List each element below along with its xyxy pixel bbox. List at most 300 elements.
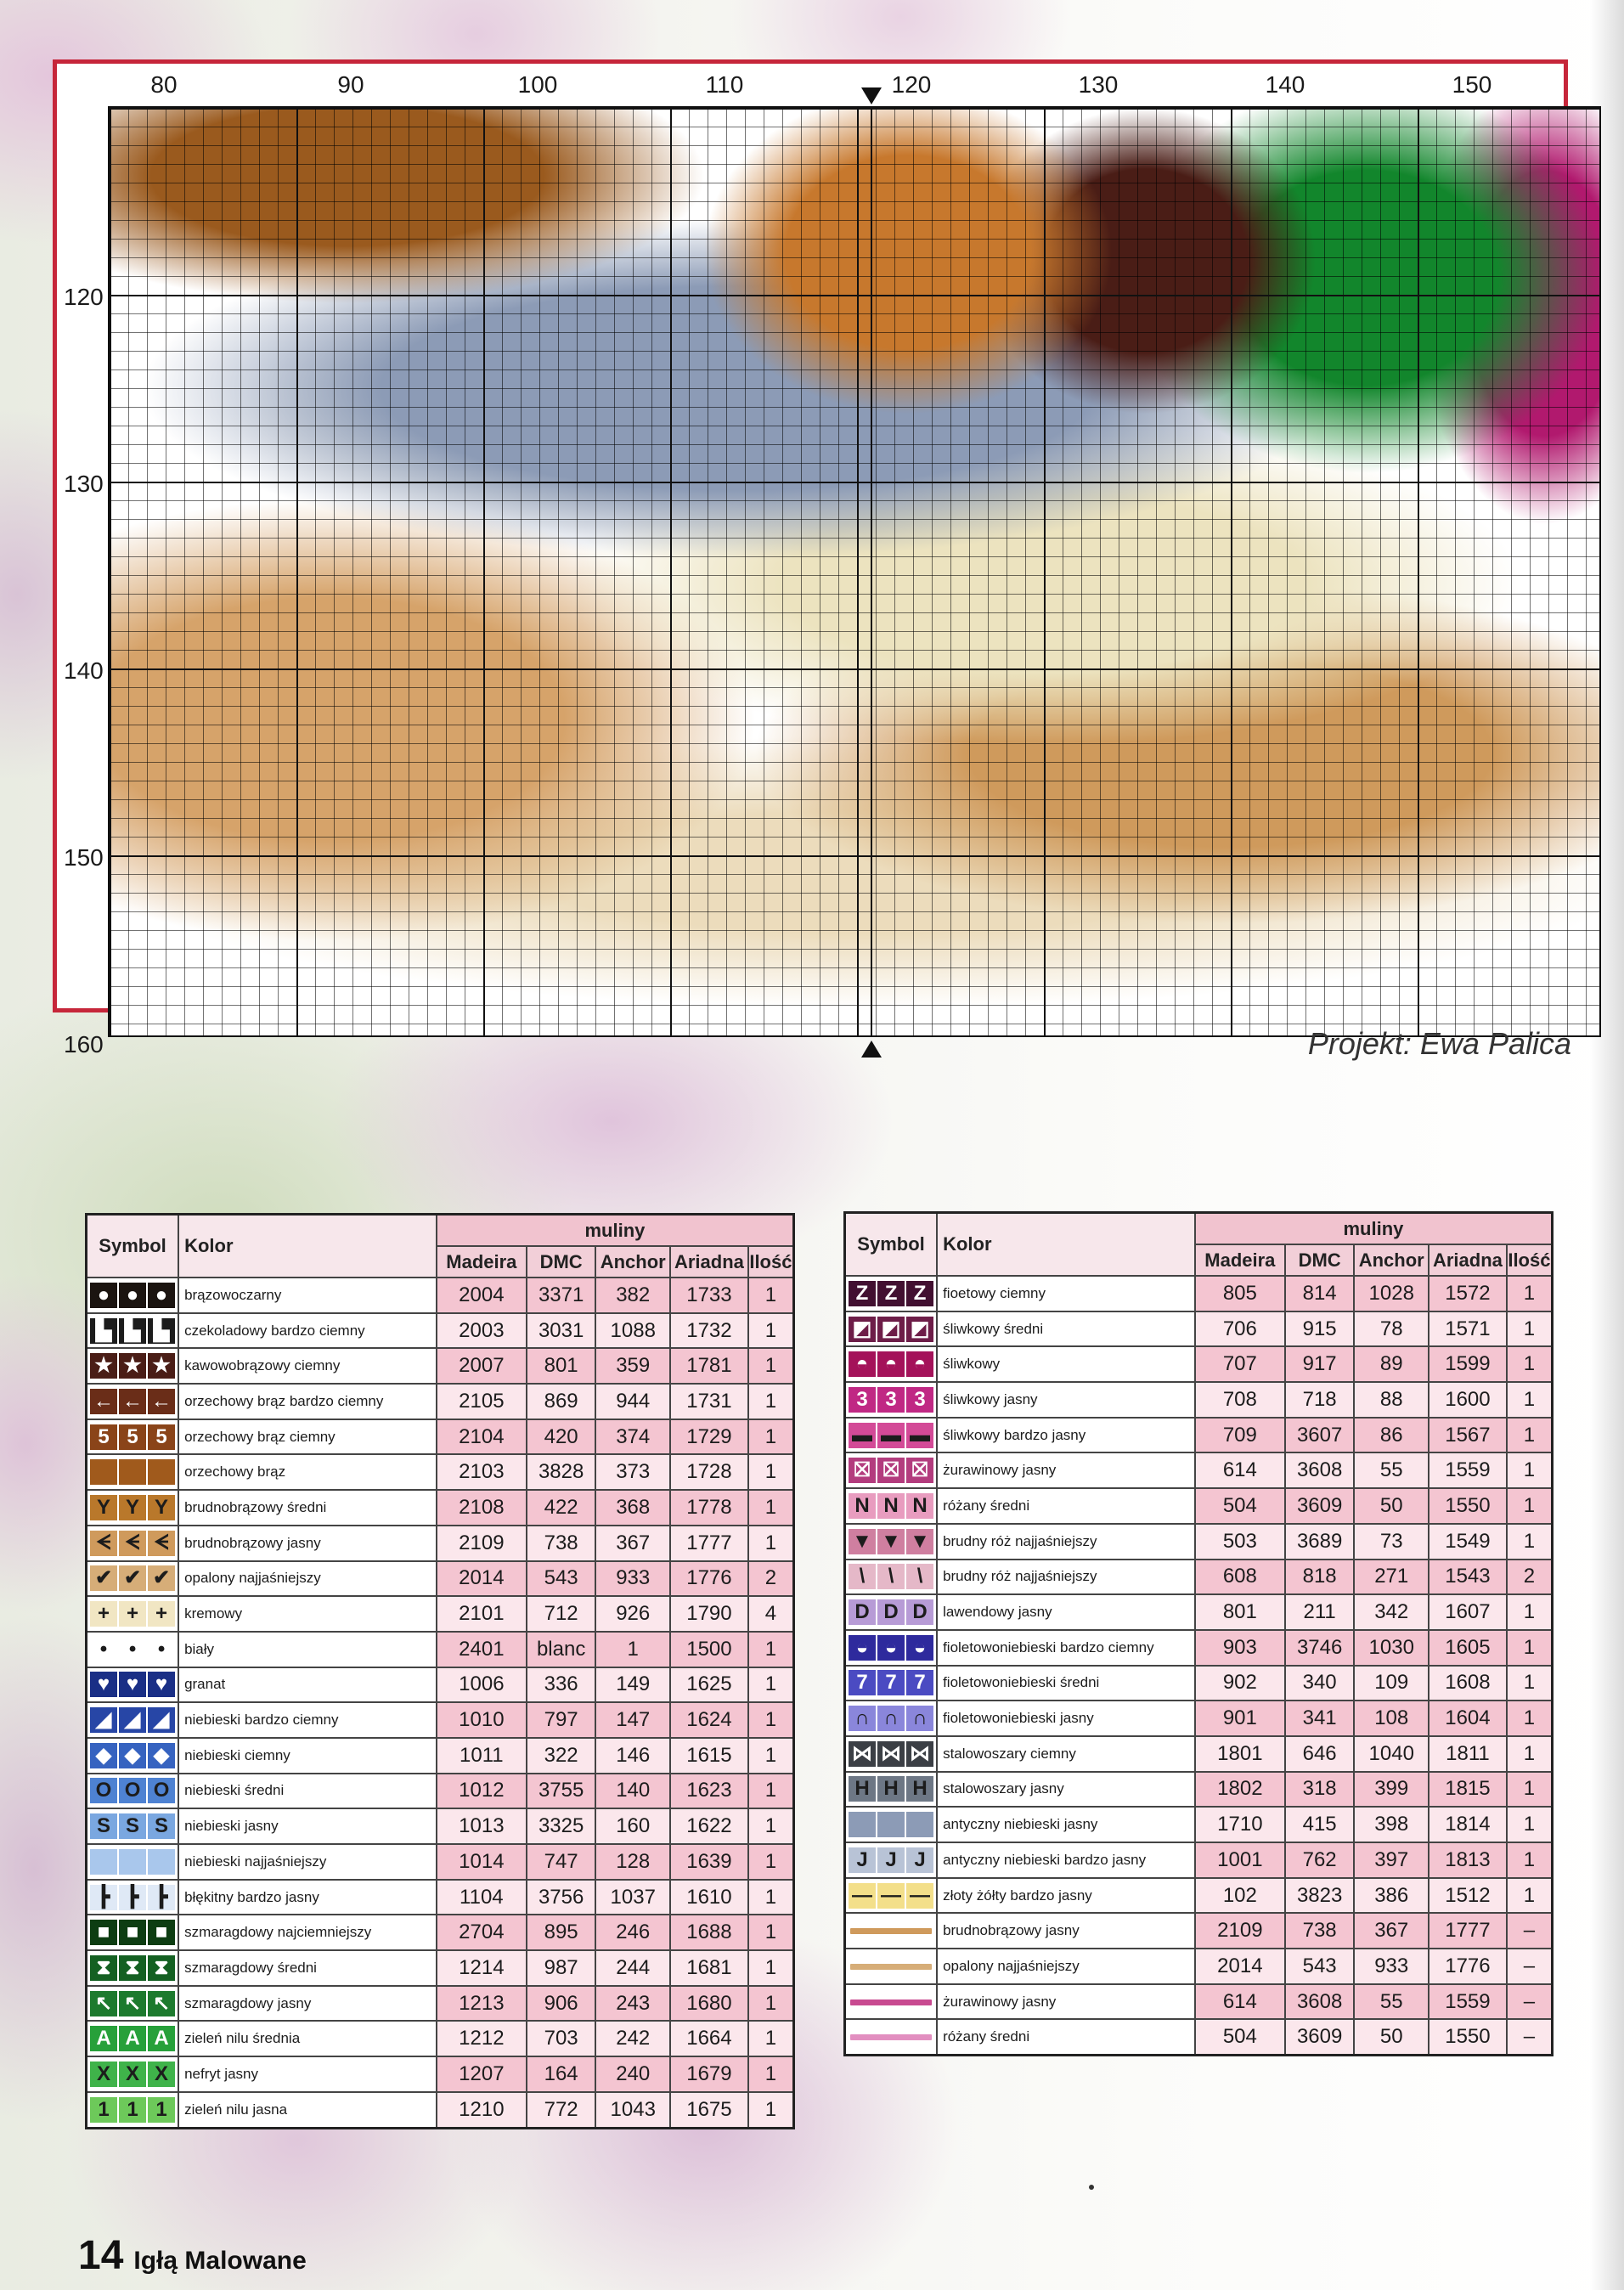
dmc-code: 915	[1285, 1311, 1355, 1347]
key-row	[87, 1915, 794, 1950]
dmc-code: 3608	[1285, 1984, 1355, 2020]
key-rows-left	[87, 1278, 794, 2128]
dmc-code: 211	[1285, 1594, 1355, 1630]
key-row	[87, 2056, 794, 2092]
symbol-cell	[87, 1738, 179, 1774]
symbol-glyph: Z	[849, 1281, 876, 1306]
heart-icon	[90, 1672, 175, 1697]
color-name: opalony najjaśniejszy	[178, 1561, 437, 1597]
letter-o-icon	[90, 1778, 175, 1803]
symbol-glyph: ▼	[906, 1529, 933, 1554]
anchor-code: 926	[595, 1596, 670, 1632]
column-label: 110	[705, 71, 744, 98]
anchor-code: 50	[1354, 2019, 1429, 2055]
symbol-glyph: Z	[877, 1281, 905, 1306]
color-name: brudny róż najjaśniejszy	[937, 1560, 1195, 1595]
madeira-code: 1006	[437, 1667, 527, 1703]
anchor-code: 146	[595, 1738, 670, 1774]
header-symbol: Symbol	[845, 1213, 938, 1277]
symbol-glyph: \	[906, 1564, 933, 1589]
anchor-code: 73	[1354, 1524, 1429, 1560]
line-stitch-icon	[849, 1989, 933, 2015]
skein-count: 1	[1507, 1311, 1553, 1347]
letter-n-icon	[849, 1493, 933, 1519]
symbol-glyph: Y	[119, 1495, 146, 1520]
anchor-code: 398	[1354, 1807, 1429, 1842]
column-label: 130	[1078, 71, 1119, 98]
dmc-code: 3609	[1285, 1488, 1355, 1524]
dmc-code: 543	[527, 1561, 596, 1597]
symbol-cell	[845, 1984, 938, 2020]
color-name: antyczny niebieski jasny	[937, 1807, 1195, 1842]
symbol-glyph	[148, 1849, 175, 1875]
letter-d-icon	[849, 1599, 933, 1625]
symbol-glyph: N	[906, 1493, 933, 1519]
symbol-glyph: ♥	[119, 1672, 146, 1697]
anchor-code: 342	[1354, 1594, 1429, 1630]
color-name: antyczny niebieski bardzo jasny	[937, 1842, 1195, 1878]
symbol-glyph: A	[148, 2026, 175, 2051]
symbol-cell	[845, 1701, 938, 1736]
symbol-glyph: \	[849, 1564, 876, 1589]
skein-count: 1	[1507, 1452, 1553, 1488]
solid-fill-icon	[90, 1459, 175, 1485]
symbol-cell	[87, 1808, 179, 1844]
symbol-glyph: D	[849, 1599, 876, 1625]
symbol-cell	[845, 1878, 938, 1914]
symbol-cell	[845, 1452, 938, 1488]
symbol-cell	[845, 1488, 938, 1524]
hourglass-icon	[90, 1955, 175, 1981]
symbol-glyph: 5	[119, 1424, 146, 1450]
key-row	[845, 1594, 1553, 1630]
dmc-code: 3755	[527, 1774, 596, 1809]
letter-x-icon	[90, 2062, 175, 2087]
dmc-code: 987	[527, 1950, 596, 1986]
arrow-left-icon	[90, 1389, 175, 1414]
color-name: zieleń nilu średnia	[178, 2021, 437, 2056]
dmc-code: 869	[527, 1384, 596, 1419]
symbol-cell	[845, 2019, 938, 2055]
row-label: 160	[64, 1031, 104, 1058]
page-number: 14	[78, 2233, 124, 2278]
symbol-glyph	[119, 1849, 146, 1875]
symbol-cell	[845, 1772, 938, 1808]
symbol-glyph: J	[877, 1847, 905, 1873]
ariadna-code: 1790	[670, 1596, 748, 1632]
skein-count: 1	[1507, 1382, 1553, 1418]
skein-count: 1	[1507, 1878, 1553, 1914]
symbol-glyph: Y	[148, 1495, 175, 1520]
color-name: kremowy	[178, 1596, 437, 1632]
symbol-glyph: ◒	[906, 1635, 933, 1661]
symbol-cell	[87, 1490, 179, 1526]
ariadna-code: 1608	[1429, 1666, 1507, 1701]
symbol-glyph: ⛝	[877, 1458, 905, 1483]
symbol-glyph	[90, 1459, 117, 1485]
symbol-glyph: S	[148, 1813, 175, 1839]
triangle-down-icon	[849, 1529, 933, 1554]
symbol-cell	[87, 1384, 179, 1419]
key-row	[87, 1454, 794, 1490]
symbol-glyph: ←	[90, 1389, 117, 1414]
symbol-glyph: H	[906, 1776, 933, 1802]
hook-icon	[90, 1531, 175, 1556]
anchor-code: 78	[1354, 1311, 1429, 1347]
symbol-glyph: +	[90, 1601, 117, 1627]
color-name: brudny róż najjaśniejszy	[937, 1524, 1195, 1560]
color-name: śliwkowy średni	[937, 1311, 1195, 1347]
l-corner-icon	[90, 1318, 175, 1344]
skein-count: 1	[748, 1774, 794, 1809]
madeira-code: 1001	[1195, 1842, 1285, 1878]
ariadna-code: 1567	[1429, 1418, 1507, 1453]
ariadna-code: 1622	[670, 1808, 748, 1844]
key-row	[845, 1418, 1553, 1453]
dmc-code: 747	[527, 1844, 596, 1880]
dmc-code: 3609	[1285, 2019, 1355, 2055]
skein-count: 1	[748, 2021, 794, 2056]
skein-count: 1	[748, 1454, 794, 1490]
symbol-cell	[87, 2092, 179, 2128]
madeira-code: 805	[1195, 1276, 1285, 1311]
skein-count: –	[1507, 1913, 1553, 1949]
symbol-cell	[845, 1594, 938, 1630]
key-row	[845, 1842, 1553, 1878]
color-name: niebieski bardzo ciemny	[178, 1702, 437, 1738]
madeira-code: 1014	[437, 1844, 527, 1880]
half-circle-icon	[849, 1351, 933, 1377]
key-row	[845, 1913, 1553, 1949]
color-name: orzechowy brąz ciemny	[178, 1419, 437, 1455]
stitch-grid	[108, 106, 1601, 1037]
header-ilosc: Ilość	[1507, 1244, 1553, 1276]
star-icon	[90, 1353, 175, 1379]
key-rows-right	[845, 1276, 1553, 2056]
symbol-glyph: 3	[849, 1387, 876, 1413]
skein-count: 1	[748, 1950, 794, 1986]
color-name: błękitny bardzo jasny	[178, 1880, 437, 1915]
dmc-code: 772	[527, 2092, 596, 2128]
dmc-code: 762	[1285, 1842, 1355, 1878]
dmc-code: 543	[1285, 1949, 1355, 1984]
madeira-code: 2109	[437, 1526, 527, 1561]
dmc-code: 646	[1285, 1736, 1355, 1772]
dmc-code: 718	[1285, 1382, 1355, 1418]
madeira-code: 2003	[437, 1313, 527, 1349]
symbol-glyph: ◢	[148, 1707, 175, 1733]
symbol-glyph: ◢	[90, 1707, 117, 1733]
color-name: brudnobrązowy średni	[178, 1490, 437, 1526]
ariadna-code: 1604	[1429, 1701, 1507, 1736]
symbol-glyph: —	[849, 1883, 876, 1909]
color-key-table-left	[85, 1213, 795, 2129]
key-row	[845, 1701, 1553, 1736]
madeira-code: 1710	[1195, 1807, 1285, 1842]
dmc-code: 3607	[1285, 1418, 1355, 1453]
color-name: orzechowy brąz bardzo ciemny	[178, 1384, 437, 1419]
symbol-cell	[87, 1561, 179, 1597]
ariadna-code: 1572	[1429, 1276, 1507, 1311]
symbol-glyph: ▬	[877, 1423, 905, 1448]
skein-count: 1	[748, 1915, 794, 1950]
stitch-line	[850, 2000, 932, 2005]
header-dmc: DMC	[1285, 1244, 1355, 1276]
madeira-code: 504	[1195, 2019, 1285, 2055]
skein-count: 1	[1507, 1666, 1553, 1701]
ariadna-code: 1732	[670, 1313, 748, 1349]
symbol-glyph: ◓	[906, 1351, 933, 1377]
header-anchor: Anchor	[595, 1246, 670, 1278]
half-circle-down-icon	[849, 1635, 933, 1661]
skein-count: 1	[748, 1313, 794, 1349]
dmc-code: 801	[527, 1348, 596, 1384]
anchor-code: 1088	[595, 1313, 670, 1349]
check-mark-icon	[90, 1565, 175, 1591]
symbol-glyph: ∩	[906, 1706, 933, 1731]
skein-count: 1	[1507, 1418, 1553, 1453]
dmc-code: 738	[1285, 1913, 1355, 1949]
anchor-code: 359	[595, 1348, 670, 1384]
color-name: brązowoczarny	[178, 1278, 437, 1313]
ariadna-code: 1623	[670, 1774, 748, 1809]
stitch-line	[850, 1964, 932, 1970]
symbol-glyph	[877, 1812, 905, 1837]
symbol-glyph: ⧗	[90, 1955, 117, 1981]
symbol-glyph: 1	[148, 2097, 175, 2123]
color-name: fioletowoniebieski jasny	[937, 1701, 1195, 1736]
key-row	[845, 1382, 1553, 1418]
key-row	[87, 1313, 794, 1349]
dmc-code: 341	[1285, 1701, 1355, 1736]
symbol-glyph: ◩	[877, 1317, 905, 1342]
row-label: 140	[64, 657, 104, 684]
anchor-code: 109	[1354, 1666, 1429, 1701]
header-madeira: Madeira	[437, 1246, 527, 1278]
symbol-cell	[87, 1278, 179, 1313]
skein-count: 1	[748, 2056, 794, 2092]
madeira-code: 1011	[437, 1738, 527, 1774]
symbol-glyph: 3	[906, 1387, 933, 1413]
key-row	[845, 2019, 1553, 2055]
skein-count: 1	[748, 1702, 794, 1738]
anchor-code: 1043	[595, 2092, 670, 2128]
symbol-glyph: Y	[90, 1495, 117, 1520]
ariadna-code: 1559	[1429, 1452, 1507, 1488]
ariadna-code: 1559	[1429, 1984, 1507, 2020]
key-row	[87, 1986, 794, 2022]
symbol-glyph: ◆	[148, 1743, 175, 1768]
symbol-glyph: ◩	[906, 1317, 933, 1342]
color-name: śliwkowy jasny	[937, 1382, 1195, 1418]
madeira-code: 901	[1195, 1701, 1285, 1736]
skein-count: 1	[748, 1278, 794, 1313]
color-name: czekoladowy bardzo ciemny	[178, 1313, 437, 1349]
symbol-glyph	[906, 1812, 933, 1837]
symbol-glyph: ◒	[877, 1635, 905, 1661]
plus-icon	[90, 1601, 175, 1627]
ariadna-code: 1550	[1429, 1488, 1507, 1524]
symbol-cell	[845, 1630, 938, 1666]
madeira-code: 902	[1195, 1666, 1285, 1701]
anchor-code: 246	[595, 1915, 670, 1950]
anchor-code: 933	[1354, 1949, 1429, 1984]
symbol-glyph: ↖	[148, 1991, 175, 2016]
symbol-cell	[845, 1949, 938, 1984]
color-name: fioletowoniebieski średni	[937, 1666, 1195, 1701]
symbol-glyph: O	[90, 1778, 117, 1803]
dmc-code: 797	[527, 1702, 596, 1738]
symbol-glyph: ◓	[849, 1351, 876, 1377]
anchor-code: 160	[595, 1808, 670, 1844]
anchor-code: 1030	[1354, 1630, 1429, 1666]
key-row	[87, 1844, 794, 1880]
anchor-code: 933	[595, 1561, 670, 1597]
print-speck	[1089, 2185, 1094, 2190]
color-name: nefryt jasny	[178, 2056, 437, 2092]
color-name: brudnobrązowy jasny	[178, 1526, 437, 1561]
symbol-glyph: ◩	[849, 1317, 876, 1342]
color-name: śliwkowy	[937, 1346, 1195, 1382]
dmc-code: 3371	[527, 1278, 596, 1313]
skein-count: 1	[1507, 1346, 1553, 1382]
key-row	[87, 1774, 794, 1809]
ariadna-code: 1607	[1429, 1594, 1507, 1630]
dmc-code: 3031	[527, 1313, 596, 1349]
anchor-code: 374	[595, 1419, 670, 1455]
anchor-code: 399	[1354, 1772, 1429, 1808]
column-label: 150	[1452, 71, 1492, 98]
ariadna-code: 1813	[1429, 1842, 1507, 1878]
symbol-glyph: ┣	[90, 1885, 117, 1910]
symbol-glyph: •	[90, 1637, 117, 1662]
dmc-code: 3608	[1285, 1452, 1355, 1488]
header-muliny: muliny	[1195, 1213, 1553, 1245]
dmc-code: 420	[527, 1419, 596, 1455]
symbol-glyph: ◆	[119, 1743, 146, 1768]
dmc-code: 3823	[1285, 1878, 1355, 1914]
symbol-glyph: ┣	[119, 1885, 146, 1910]
dmc-code: 3325	[527, 1808, 596, 1844]
symbol-cell	[87, 1950, 179, 1986]
madeira-code: 903	[1195, 1630, 1285, 1666]
symbol-cell	[845, 1382, 938, 1418]
color-name: żurawinowy jasny	[937, 1984, 1195, 2020]
ariadna-code: 1639	[670, 1844, 748, 1880]
line-stitch-icon	[849, 1954, 933, 1979]
key-row	[845, 1488, 1553, 1524]
symbol-glyph: ⋈	[849, 1741, 876, 1767]
dmc-code: 164	[527, 2056, 596, 2092]
ariadna-code: 1728	[670, 1454, 748, 1490]
symbol-glyph: ★	[119, 1353, 146, 1379]
skein-count: 1	[1507, 1772, 1553, 1808]
dmc-code: blanc	[527, 1632, 596, 1667]
symbol-glyph: 1	[90, 2097, 117, 2123]
column-label: 90	[337, 71, 364, 98]
symbol-glyph: ←	[148, 1389, 175, 1414]
symbol-cell	[845, 1311, 938, 1347]
symbol-glyph: X	[148, 2062, 175, 2087]
symbol-glyph: ★	[90, 1353, 117, 1379]
letter-a-icon	[90, 2026, 175, 2051]
dmc-code: 818	[1285, 1560, 1355, 1595]
ariadna-code: 1688	[670, 1915, 748, 1950]
anchor-code: 1040	[1354, 1736, 1429, 1772]
symbol-cell	[87, 1526, 179, 1561]
ariadna-code: 1776	[670, 1561, 748, 1597]
symbol-glyph: •	[119, 1637, 146, 1662]
madeira-code: 2007	[437, 1348, 527, 1384]
madeira-code: 614	[1195, 1984, 1285, 2020]
color-name: niebieski ciemny	[178, 1738, 437, 1774]
anchor-code: 88	[1354, 1382, 1429, 1418]
madeira-code: 2108	[437, 1490, 527, 1526]
anchor-code: 50	[1354, 1488, 1429, 1524]
symbol-glyph: ◢	[119, 1707, 146, 1733]
ariadna-code: 1733	[670, 1278, 748, 1313]
letter-s-icon	[90, 1813, 175, 1839]
skein-count: 1	[1507, 1701, 1553, 1736]
symbol-glyph: ✔	[119, 1565, 146, 1591]
ariadna-code: 1512	[1429, 1878, 1507, 1914]
key-row	[87, 1526, 794, 1561]
symbol-cell	[845, 1524, 938, 1560]
symbol-glyph: ┣	[148, 1885, 175, 1910]
symbol-cell	[87, 1667, 179, 1703]
symbol-glyph: ♥	[148, 1672, 175, 1697]
symbol-glyph: ♥	[90, 1672, 117, 1697]
dmc-code: 3828	[527, 1454, 596, 1490]
header-kolor: Kolor	[937, 1213, 1195, 1277]
skein-count: 1	[748, 1348, 794, 1384]
solid-fill-icon	[849, 1812, 933, 1837]
anchor-code: 367	[1354, 1913, 1429, 1949]
key-row	[845, 1949, 1553, 1984]
header-muliny: muliny	[437, 1215, 794, 1247]
symbol-cell	[87, 1844, 179, 1880]
madeira-code: 1013	[437, 1808, 527, 1844]
symbol-glyph: ⧗	[119, 1955, 146, 1981]
symbol-cell	[87, 2056, 179, 2092]
diamond-icon	[90, 1743, 175, 1768]
anchor-code: 373	[595, 1454, 670, 1490]
dmc-code: 814	[1285, 1276, 1355, 1311]
color-name: granat	[178, 1667, 437, 1703]
header-anchor: Anchor	[1354, 1244, 1429, 1276]
symbol-glyph: ▼	[877, 1529, 905, 1554]
key-row	[87, 2021, 794, 2056]
symbol-glyph: ●	[90, 1283, 117, 1308]
ariadna-code: 1543	[1429, 1560, 1507, 1595]
star-box-icon	[849, 1458, 933, 1483]
bowtie-icon	[849, 1741, 933, 1767]
symbol-glyph: J	[906, 1847, 933, 1873]
symbol-glyph: D	[906, 1599, 933, 1625]
ariadna-code: 1600	[1429, 1382, 1507, 1418]
symbol-cell	[87, 1454, 179, 1490]
dash-icon	[849, 1883, 933, 1909]
madeira-code: 2105	[437, 1384, 527, 1419]
symbol-glyph: +	[148, 1601, 175, 1627]
anchor-code: 55	[1354, 1452, 1429, 1488]
color-name: różany średni	[937, 1488, 1195, 1524]
anchor-code: 1028	[1354, 1276, 1429, 1311]
symbol-glyph: ▬	[849, 1423, 876, 1448]
symbol-glyph: ■	[90, 1920, 117, 1945]
anchor-code: 108	[1354, 1701, 1429, 1736]
madeira-code: 801	[1195, 1594, 1285, 1630]
